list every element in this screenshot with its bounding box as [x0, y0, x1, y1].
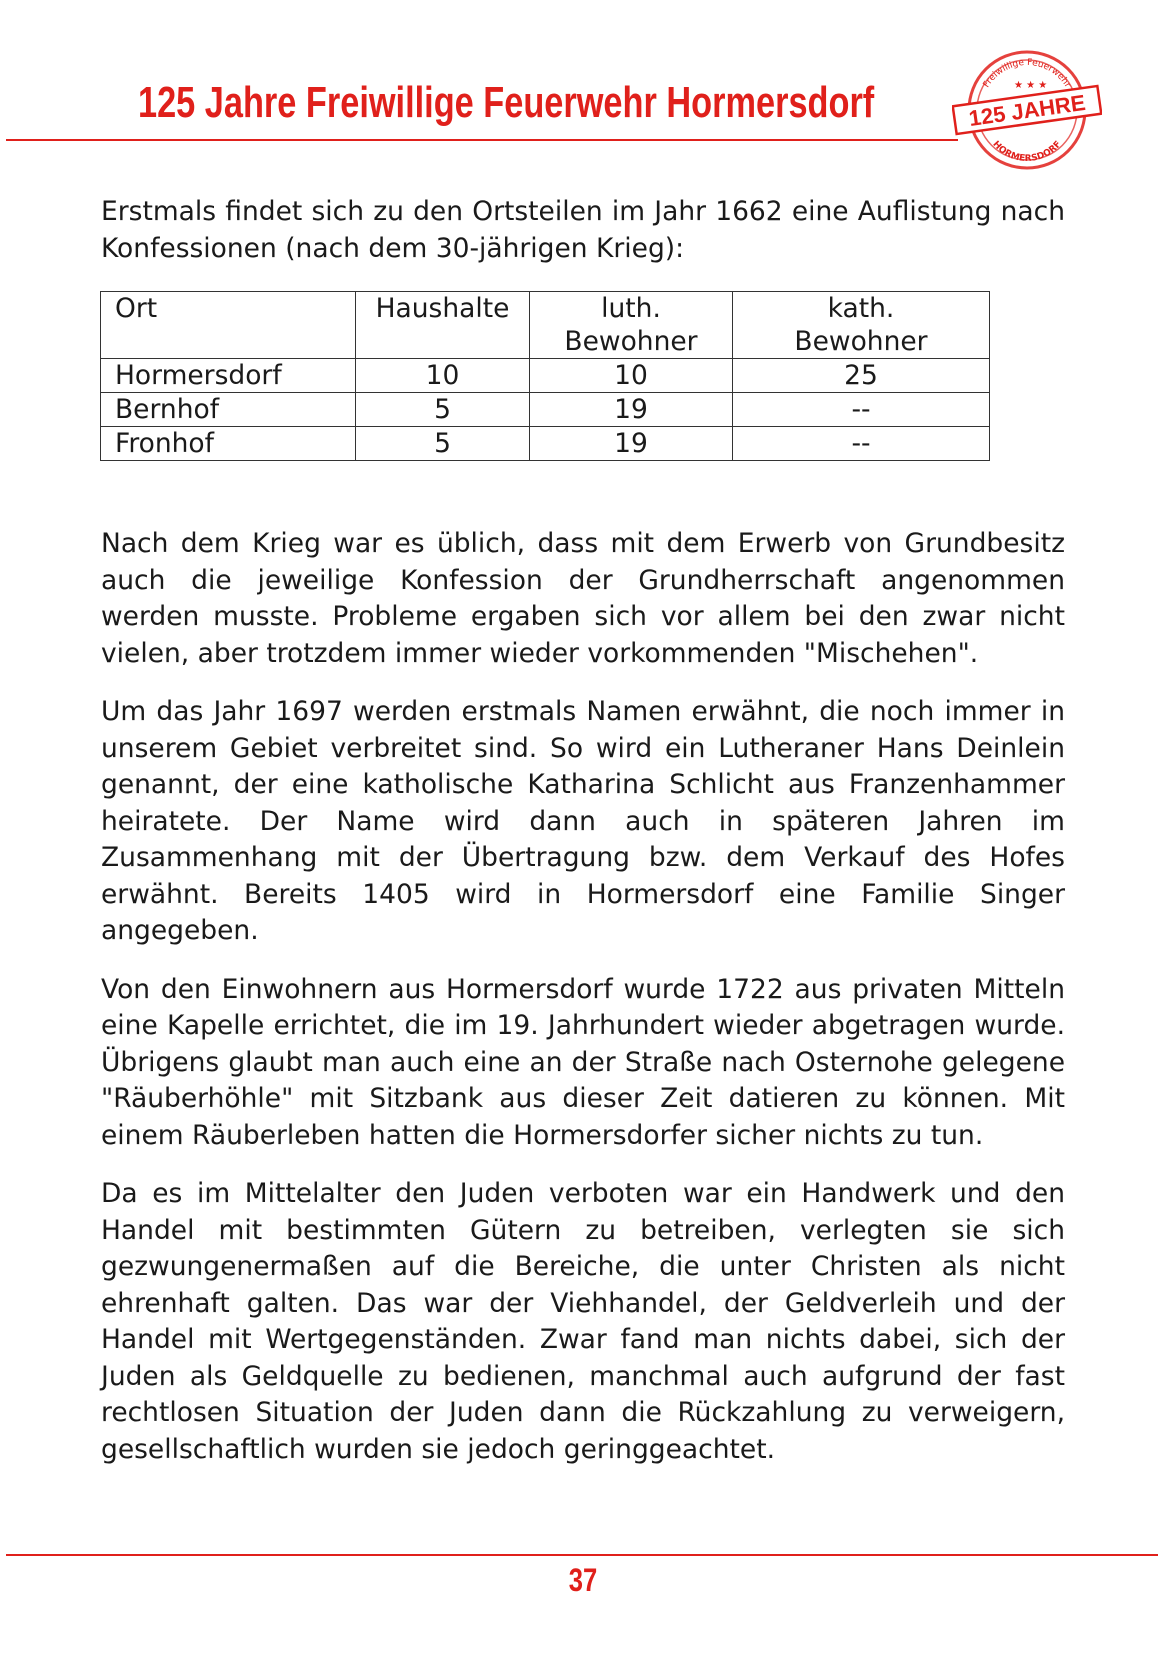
footer-divider: [6, 1554, 1158, 1556]
cell-luth: 19: [530, 427, 733, 461]
kath-label: kath.: [827, 293, 895, 324]
cell-haushalte: 5: [356, 427, 530, 461]
svg-text:HORMERSDORF: HORMERSDORF: [990, 139, 1064, 165]
cell-ort: Bernhof: [101, 393, 356, 427]
cell-haushalte: 10: [356, 359, 530, 393]
column-header-ort: Ort: [101, 292, 356, 359]
intro-paragraph: Erstmals findet sich zu den Ortsteilen im Jahr 1662 eine Auflistung nach Konfessionen (nach dem 30-jährigen Krieg):: [101, 196, 1065, 264]
anniversary-stamp-logo: [952, 48, 1102, 172]
konfession-table: [100, 291, 990, 461]
table-row: [101, 359, 990, 393]
column-header-kath: [733, 292, 990, 359]
svg-text:Freiwillige Feuerwehr: Freiwillige Feuerwehr: [981, 57, 1073, 90]
intro-text-block: [101, 194, 1065, 267]
cell-haushalte: 5: [356, 393, 530, 427]
svg-text:125 JAHRE: 125 JAHRE: [967, 89, 1087, 132]
cell-ort: Fronhof: [101, 427, 356, 461]
table-row: [101, 427, 990, 461]
page-header-title: 125 Jahre Freiwillige Feuerwehr Hormersdorf: [138, 78, 875, 127]
table-row: [101, 393, 990, 427]
cell-kath: --: [733, 427, 990, 461]
table-header-row: [101, 292, 990, 359]
luth-bewohner-label: Bewohner: [564, 326, 698, 357]
column-header-luth: [530, 292, 733, 359]
cell-kath: 25: [733, 359, 990, 393]
body-paragraph: Um das Jahr 1697 werden erstmals Namen erwähnt, die noch immer in unserem Gebiet verbreitet sind. So wird ein Lutheraner Hans Deinlein genannt, der eine katholische Katharina Schlicht aus Franzenhammer heiratete. Der Name wird dann auch in späteren Jahren im Zusammenhang mit der Übertragung bzw. dem Verkauf des Hofes erwähnt. Bereits 1405 wird in Hormersdorf eine Familie Singer angegeben.: [101, 696, 1065, 946]
column-header-haushalte: Haushalte: [356, 292, 530, 359]
luth-label: luth.: [601, 293, 661, 324]
body-text: [101, 526, 1065, 1490]
body-paragraph: Nach dem Krieg war es üblich, dass mit dem Erwerb von Grundbesitz auch die jeweilige Konfession der Grundherrschaft angenommen werden musste. Probleme ergaben sich vor allem bei den zwar nicht vielen, aber trotzdem immer wieder vorkommenden "Mischehen".: [101, 528, 1065, 669]
header-divider: [6, 139, 958, 141]
svg-text:★ ★ ★: ★ ★ ★: [1014, 80, 1048, 91]
cell-kath: --: [733, 393, 990, 427]
body-paragraph: Von den Einwohnern aus Hormersdorf wurde 1722 aus privaten Mitteln eine Kapelle errichtet, die im 19. Jahrhundert wieder abgetragen wurde. Übrigens glaubt man auch eine an der Straße nach Osternohe gelegene "Räuberhöhle" mit Sitzbank aus dieser Zeit datieren zu können. Mit einem Räuberleben hatten die Hormersdorfer sicher nichts zu tun.: [101, 973, 1065, 1151]
body-paragraph: Da es im Mittelalter den Juden verboten war ein Handwerk und den Handel mit bestimmten Gütern zu betreiben, verlegten sie sich gezwungenermaßen auf die Bereiche, die unter Christen als nicht ehrenhaft galten. Das war der Viehhandel, der Geldverleih und der Handel mit Wertgegenständen. Zwar fand man nichts dabei, sich der Juden als Geldquelle zu bedienen, manchmal auch aufgrund der fast rechtlosen Situation der Juden dann die Rückzahlung zu verweigern, gesellschaftlich wurden sie jedoch geringgeachtet.: [101, 1178, 1065, 1465]
cell-ort: Hormersdorf: [101, 359, 356, 393]
cell-luth: 10: [530, 359, 733, 393]
cell-luth: 19: [530, 393, 733, 427]
page-number: 37: [568, 1562, 598, 1598]
kath-bewohner-label: Bewohner: [794, 326, 928, 357]
